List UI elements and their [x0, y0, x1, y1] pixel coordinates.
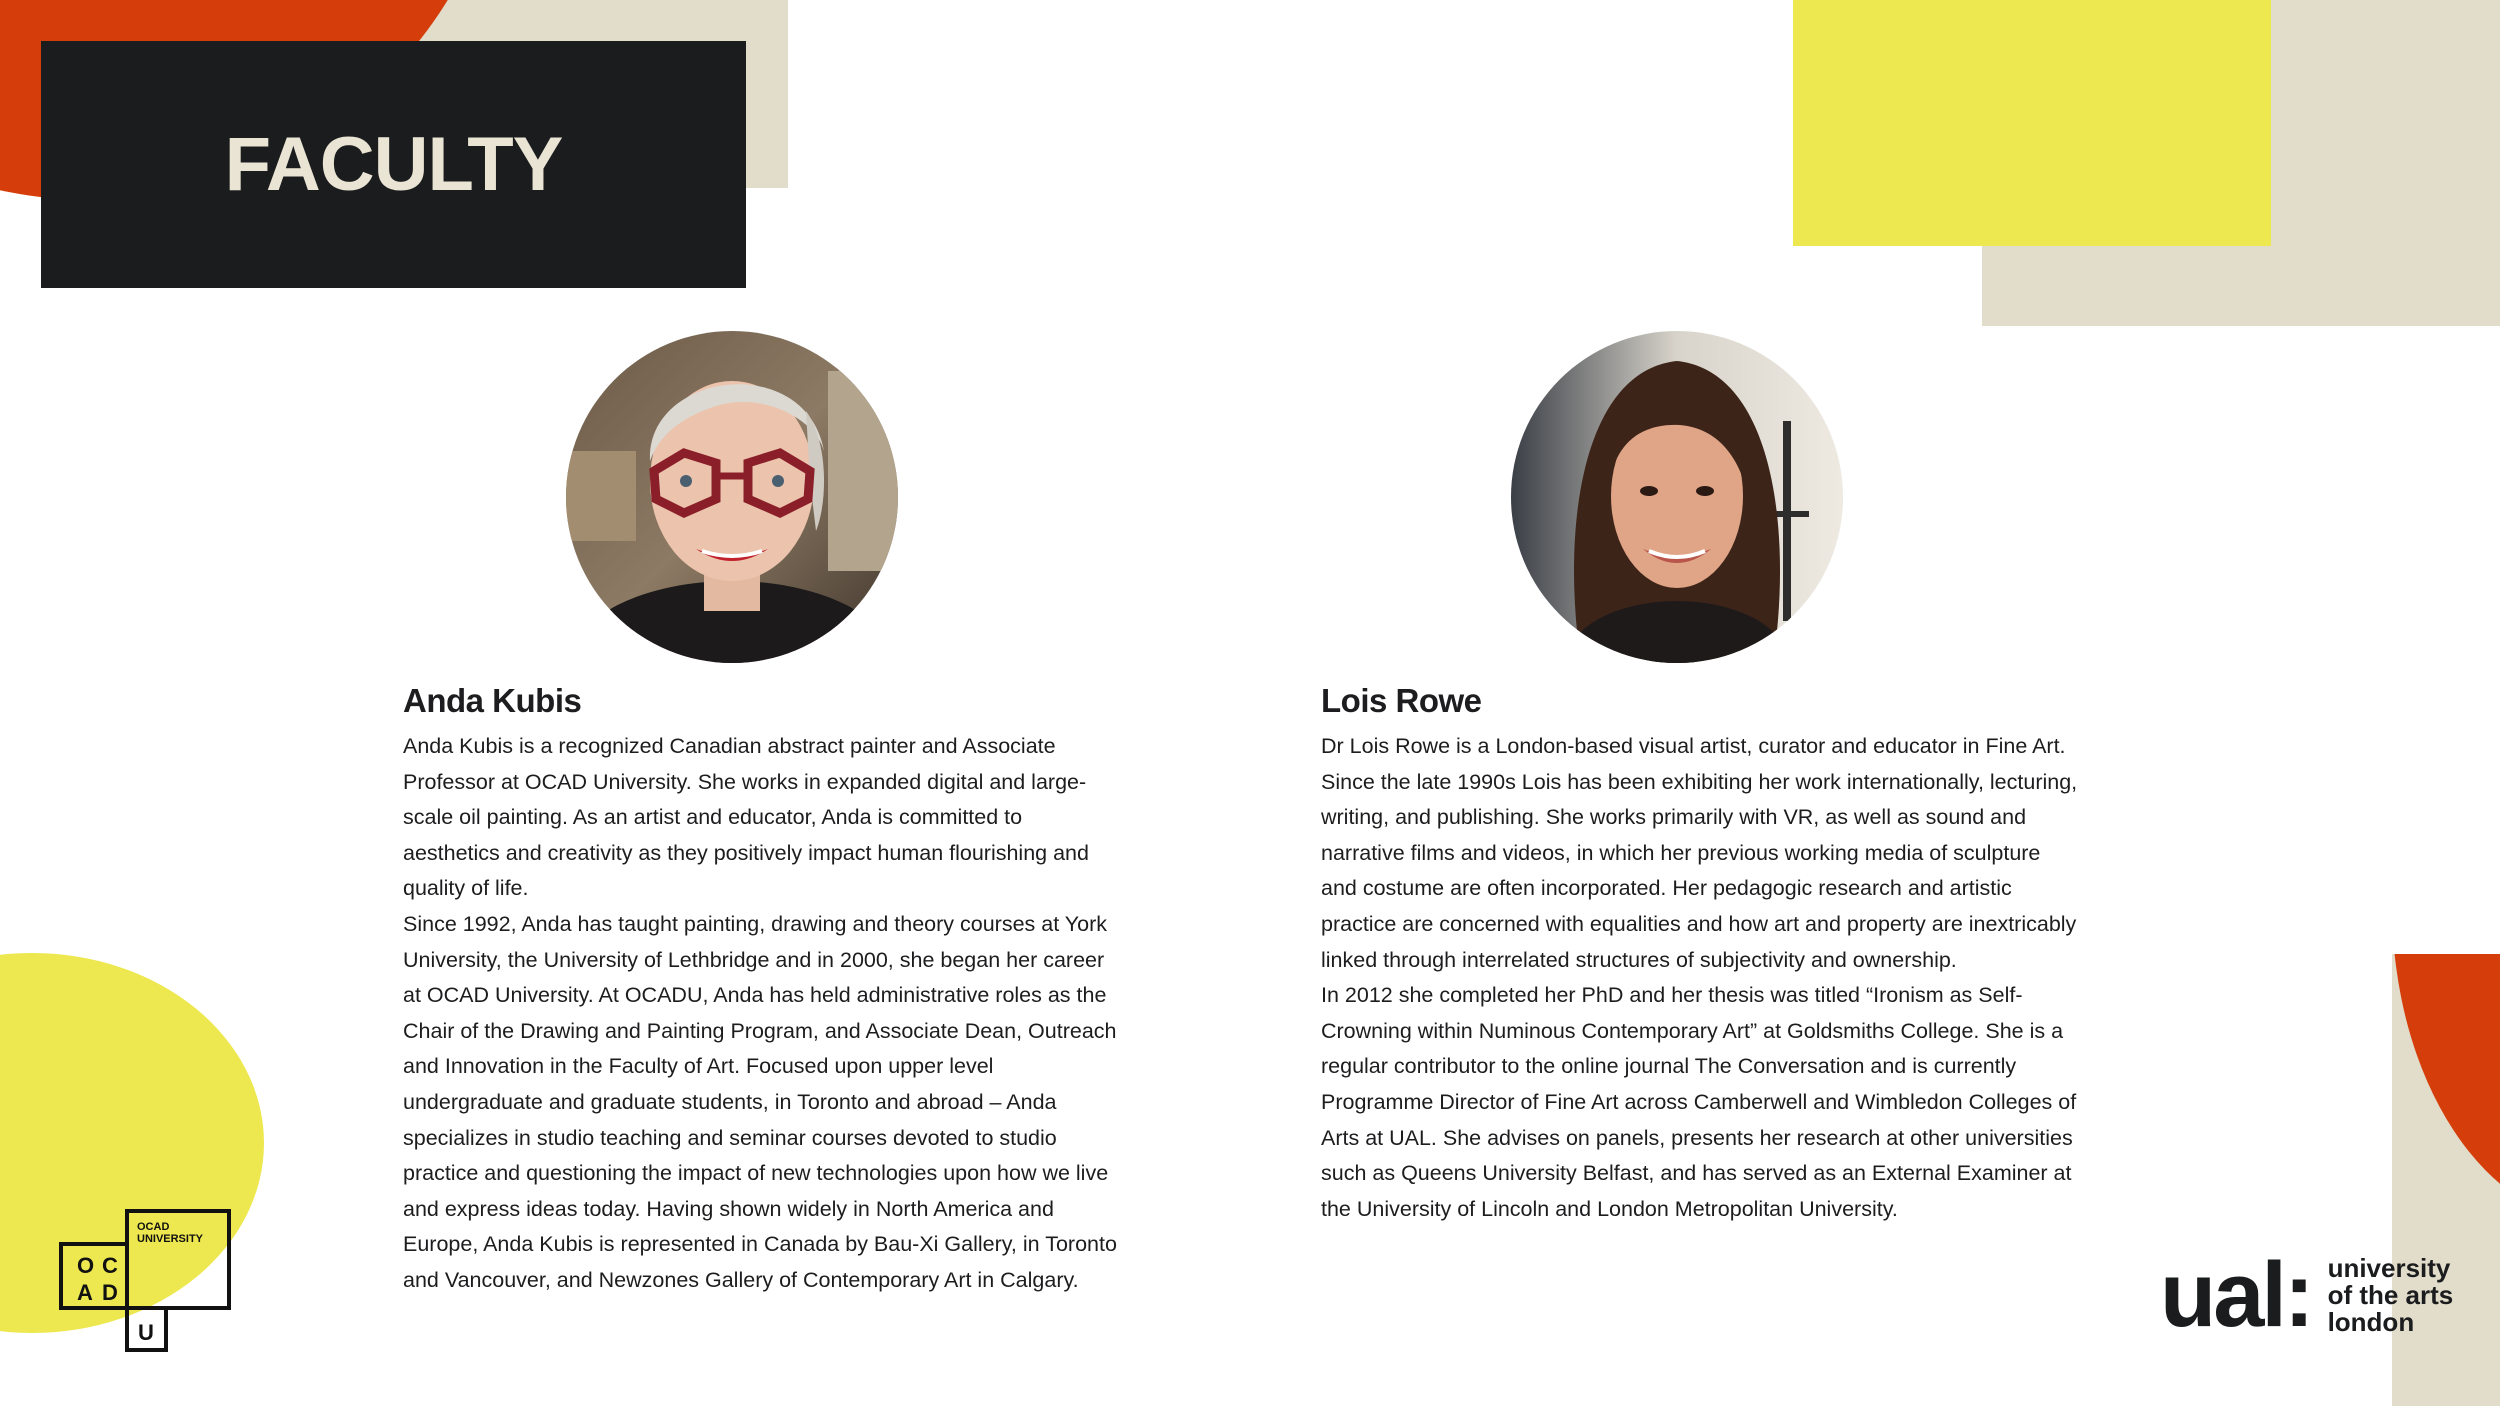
page-title: FACULTY: [224, 122, 563, 207]
portrait-anda-kubis: [566, 331, 898, 663]
bio-paragraph: In 2012 she completed her PhD and her thesis was titled “Ironism as Self-Crowning within Numinous Contemporary Art” at Goldsmiths College. She is a regular contributor to the online journal The Conversation and is currently Programme Director of Fine Art across Camberwell and Wimbledon Colleges of Arts at UAL. She advises on panels, presents her research at other universities such as Queens University Belfast, and has served as an External Examiner at the University of Lincoln and London Metropolitan University.: [1321, 983, 2077, 1221]
ocad-logo-mark: [58, 1208, 236, 1356]
title-banner: [41, 41, 746, 288]
ual-logo-mark: ual:: [2160, 1244, 2312, 1346]
ocad-wordmark-line2: UNIVERSITY: [137, 1233, 204, 1245]
faculty-name-anda-kubis: Anda Kubis: [403, 682, 582, 719]
ual-wordmark-line1: university: [2327, 1252, 2451, 1283]
bio-paragraph: Anda Kubis is a recognized Canadian abstract painter and Associate Professor at OCAD University. She works in expanded digital and large-scale oil painting. As an artist and educator, Anda is committed to aesthetics and creativity as they positively impact human flourishing and quality of life.: [403, 734, 1089, 901]
portrait-anda-kubis-image: [566, 331, 898, 663]
portrait-lois-rowe-image: [1511, 331, 1843, 663]
faculty-bio-anda-kubis: [403, 729, 1123, 1299]
faculty-name-lois-rowe: Lois Rowe: [1321, 682, 1482, 719]
ocad-wordmark-line1: OCAD: [137, 1221, 170, 1233]
ual-wordmark-line2: of the arts: [2327, 1279, 2454, 1310]
ual-logo-wordmark: [2327, 1252, 2454, 1337]
ual-logo: [2160, 1244, 2480, 1346]
ocad-letter-o: O: [77, 1253, 95, 1278]
ocad-letter-d: D: [102, 1280, 118, 1305]
ocad-letter-a: A: [77, 1280, 93, 1305]
faculty-bio-lois-rowe: [1321, 729, 2081, 1227]
ocad-university-logo: [58, 1208, 236, 1356]
decor-yellow-rect-top-right: [1793, 0, 2271, 246]
bio-paragraph: Dr Lois Rowe is a London-based visual artist, curator and educator in Fine Art. Since the late 1990s Lois has been exhibiting her work internationally, lecturing, writing, and publishing. She works primarily with VR, as well as sound and narrative films and videos, in which her previous working media of sculpture and costume are often incorporated. Her pedagogic research and artistic practice are concerned with equalities and how art and property are inextricably linked through interrelated structures of subjectivity and ownership.: [1321, 734, 2078, 972]
decor-bottom-right-corner: [2392, 954, 2500, 1406]
ual-wordmark-line3: london: [2327, 1306, 2415, 1337]
bio-paragraph: Since 1992, Anda has taught painting, drawing and theory courses at York University, the University of Lethbridge and in 2000, she began her career at OCAD University. At OCADU, Anda has held administrative roles as the Chair of the Drawing and Painting Program, and Associate Dean, Outreach and Innovation in the Faculty of Art. Focused upon upper level undergraduate and graduate students, in Toronto and abroad – Anda specializes in studio teaching and seminar courses devoted to studio practice and questioning the impact of new technologies upon how we live and express ideas today. Having shown widely in North America and Europe, Anda Kubis is represented in Canada by Bau-Xi Gallery, in Toronto and Vancouver, and Newzones Gallery of Contemporary Art in Calgary.: [403, 911, 1117, 1292]
ocad-letter-c: C: [102, 1253, 118, 1278]
ocad-letter-u: U: [138, 1320, 154, 1345]
portrait-lois-rowe: [1511, 331, 1843, 663]
